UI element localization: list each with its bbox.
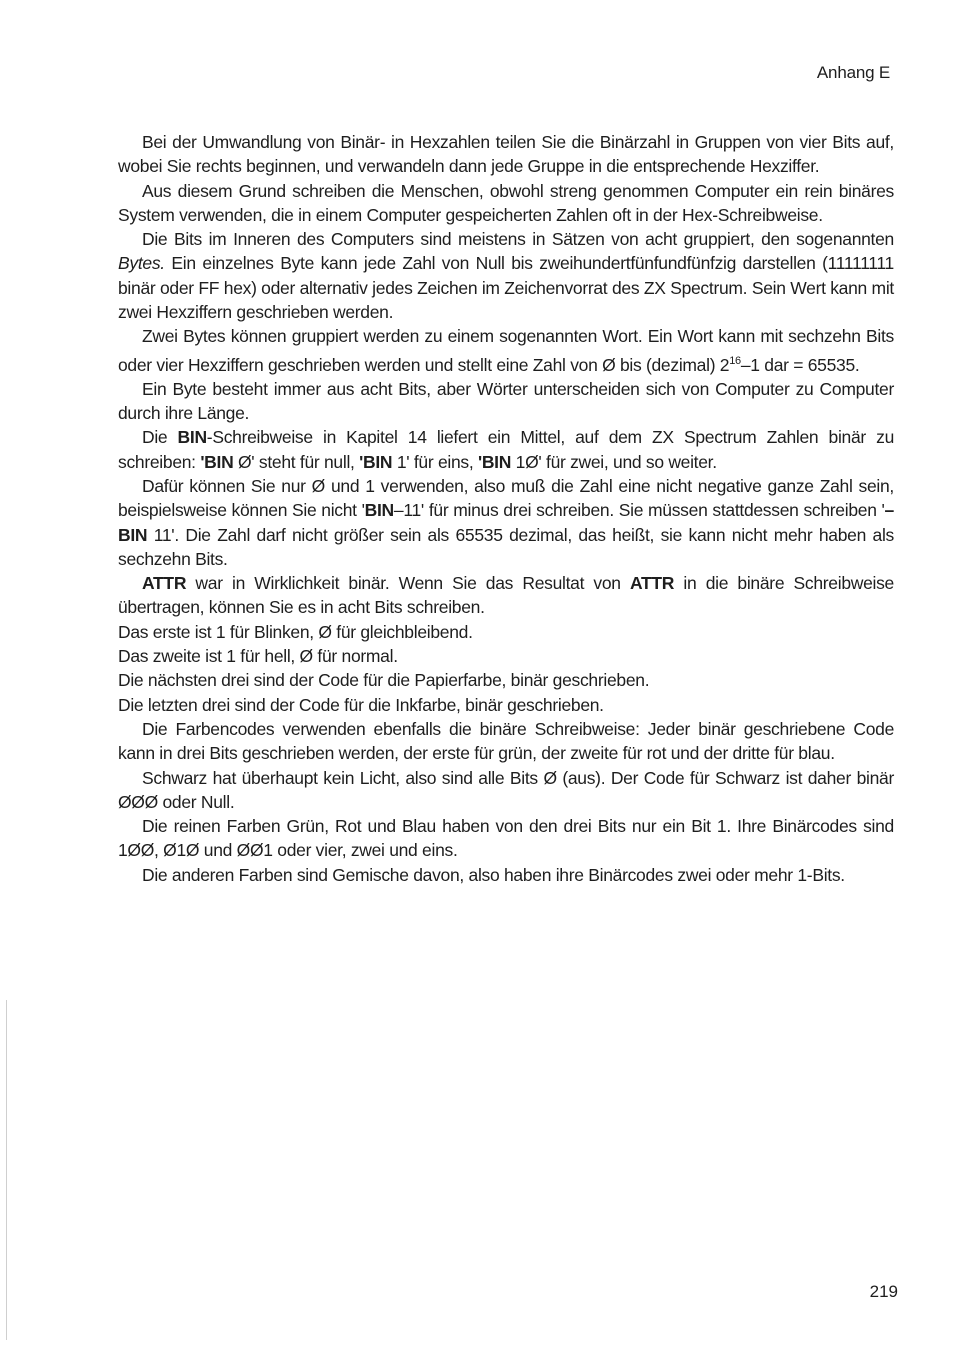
paragraph-16: Die anderen Farben sind Gemische davon, also haben ihre Binärcodes zwei oder mehr 1-Bits. [142,864,845,885]
p6-s1: Die [142,427,178,448]
paragraph-15: Die reinen Farben Grün, Rot und Blau haben von den drei Bits nur ein Bit 1. Ihre Binärcodes sind 1ØØ, Ø1Ø und ØØ1 oder vier, zwei und eins. [118,816,894,861]
p6-s3: Ø' steht für null, [233,451,360,472]
p8-s2: in die binäre Schreibweise übertragen, können Sie es in acht Bits schreiben. [118,573,894,618]
bin-keyword: 'BIN [477,451,512,472]
paragraph-10: Das zweite ist 1 für hell, Ø für normal. [118,646,398,667]
paragraph-13: Die Farbencodes verwenden ebenfalls die binäre Schreibweise: Jeder binär geschriebene Code kann in drei Bits geschrieben werden, der erste für grün, der zweite für rot und der dritte für blau. [118,718,894,764]
attr-keyword: ATTR [629,573,675,594]
bin-keyword: BIN [177,427,207,448]
paragraph-3-text-a: Die Bits im Inneren des Computers sind meistens in Sätzen von acht gruppiert, den sogenannten [142,229,894,250]
bytes-term: Bytes. [118,253,165,274]
p8-s1: war in Wirklichkeit binär. Wenn Sie das Resultat von [186,573,630,594]
paragraph-2: Aus diesem Grund schreiben die Menschen, obwohl streng genommen Computer ein rein binäres System verwenden, die in einem Computer gespeicherten Zahlen oft in der Hex-Schreibweise. [118,180,894,225]
bin-keyword: –BIN [118,500,894,545]
paragraph-12: Die letzten drei sind der Code für die Inkfarbe, binär geschrieben. [118,694,604,715]
paragraph-6 [118,425,894,474]
paragraph-1: Bei der Umwandlung von Binär- in Hexzahlen teilen Sie die Binärzahl in Gruppen von vier Bits auf, wobei Sie rechts beginnen, und verwandeln dann jede Gruppe in die entsprechende Hexziffer. [118,132,894,177]
p7-s3: 11'. Die Zahl darf nicht größer sein als 65535 dezimal, das heißt, sie kann nicht mehr haben als sechzehn Bits. [118,524,894,569]
paragraph-8 [118,571,894,620]
paragraph-14: Schwarz hat überhaupt kein Licht, also sind alle Bits Ø (aus). Der Code für Schwarz ist daher binär ØØØ oder Null. [118,767,894,812]
paragraph-4-text-b: –1 dar = 65535. [740,354,860,375]
p6-s4: 1' für eins, [392,451,478,472]
paragraph-11: Die nächsten drei sind der Code für die Papierfarbe, binär geschrieben. [118,670,650,691]
p6-s5: 1Ø' für zwei, und so weiter. [511,451,717,472]
attr-keyword: ATTR [142,573,187,594]
paragraph-5: Ein Byte besteht immer aus acht Bits, aber Wörter unterscheiden sich von Computer zu Computer durch ihre Länge. [118,378,894,424]
bin-keyword: BIN [364,500,394,521]
bin-keyword: 'BIN [200,451,234,472]
running-head: Anhang E [816,63,890,82]
p7-s1: Dafür können Sie nur Ø und 1 verwenden, also muß die Zahl eine nicht negative ganze Zahl sein, beispielsweise können Sie nicht ' [118,475,894,521]
paragraph-4-text-a: Zwei Bytes können gruppiert werden zu einem sogenannten Wort. Ein Wort kann mit sechzehn Bits oder vier Hexziffern geschrieben werden und stellt eine Zahl von Ø bis (dezimal) 2 [118,326,894,375]
p7-s2: –11' für minus drei schreiben. Sie müssen stattdessen schreiben ' [393,500,885,521]
bin-keyword: 'BIN [359,451,393,472]
paragraph-4 [118,324,894,376]
body-text [118,130,894,887]
paragraph-3-text-b: Ein einzelnes Byte kann jede Zahl von Null bis zweihundertfünfundfünfzig darstellen (11111111 binär oder FF hex) oder alternativ jedes Zeichen im Zeichenvorrat des ZX Spectrum. Sein Wert kann mit zwei Hexziffern geschrieben werden. [118,253,894,323]
scan-edge-line [6,1000,7,1340]
exponent: 16 [729,354,741,367]
paragraph-9: Das erste ist 1 für Blinken, Ø für gleichbleibend. [118,621,473,642]
page-number: 219 [869,1282,898,1301]
p6-s2: -Schreibweise in Kapitel 14 liefert ein Mittel, auf dem ZX Spectrum Zahlen binär zu schreiben: [118,427,894,472]
paragraph-7 [118,474,894,571]
paragraph-3 [118,227,894,324]
